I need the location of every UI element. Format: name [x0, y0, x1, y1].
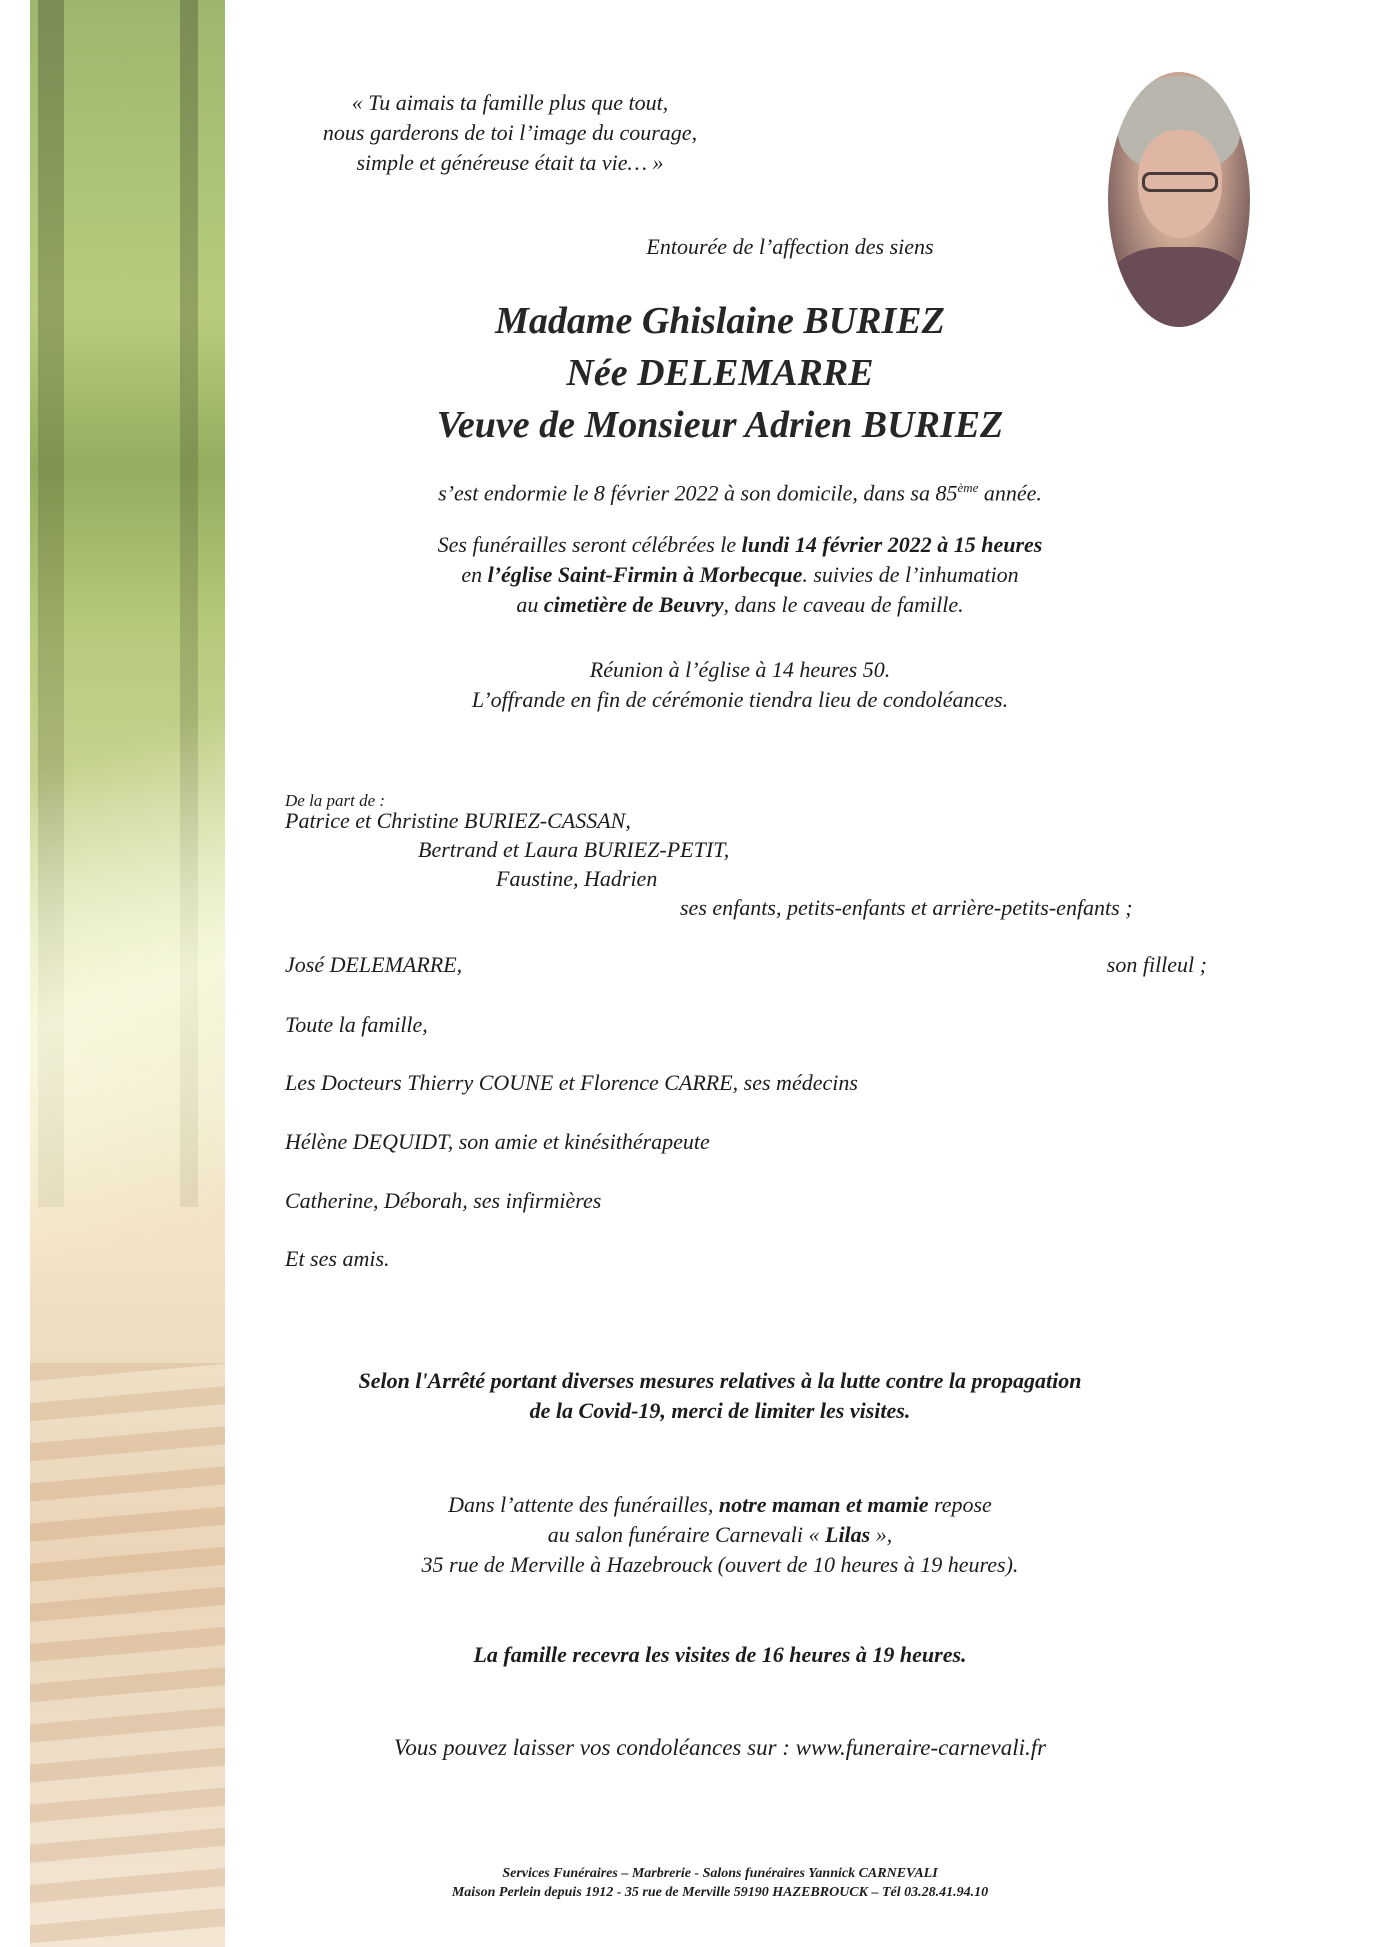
reunion-info: Réunion à l’église à 14 heures 50. L’offrande en fin de cérémonie tiendra lieu de condoléances.	[471, 657, 1009, 712]
godson-name: José DELEMARRE,	[285, 952, 463, 977]
doctors: Les Docteurs Thierry COUNE et Florence CARRE, ses médecins	[285, 1070, 858, 1095]
intro-line: Entourée de l’affection des siens	[646, 234, 934, 259]
footer: Services Funéraires – Marbrerie - Salons funéraires Yannick CARNEVALI Maison Perlein depuis 1912 - 35 rue de Merville 59190 HAZEBROUCK – Tél 03.28.41.94.10	[451, 1866, 989, 1900]
physio: Hélène DEQUIDT, son amie et kinésithérapeute	[285, 1129, 710, 1154]
portrait-photo	[1108, 72, 1250, 327]
covid-notice: Selon l'Arrêté portant diverses mesures relatives à la lutte contre la propagation de la Covid-19, merci de limiter les visites.	[358, 1368, 1082, 1423]
epitaph: « Tu aimais ta famille plus que tout, nous garderons de toi l’image du courage, simple et généreuse était ta vie… »	[322, 90, 698, 175]
funeral-details: Ses funérailles seront célébrées le lundi 14 février 2022 à 15 heures en l’église Saint-Firmin à Morbecque. suivies de l’inhumation au cimetière de Beuvry, dans le caveau de famille.	[437, 532, 1043, 617]
children-relation: ses enfants, petits-enfants et arrière-petits-enfants ;	[680, 895, 1133, 920]
friends: Et ses amis.	[285, 1246, 390, 1271]
family-children-2: Bertrand et Laura BURIEZ-PETIT,	[418, 837, 730, 862]
from-label: De la part de :	[285, 791, 386, 810]
all-family: Toute la famille,	[285, 1012, 428, 1037]
godson-relation: son filleul ;	[1106, 952, 1207, 977]
forest-side-photo	[30, 0, 225, 1947]
death-announcement: s’est endormie le 8 février 2022 à son domicile, dans sa 85ème année.	[438, 480, 1042, 506]
family-children-3: Faustine, Hadrien	[496, 866, 658, 891]
nurses: Catherine, Déborah, ses infirmières	[285, 1188, 602, 1213]
visits-info: La famille recevra les visites de 16 heures à 19 heures.	[473, 1642, 967, 1667]
condolences-line: Vous pouvez laisser vos condoléances sur : www.funeraire-carnevali.fr	[393, 1735, 1047, 1760]
deceased-name: Madame Ghislaine BURIEZ Née DELEMARRE Veuve de Monsieur Adrien BURIEZ	[436, 300, 1004, 446]
repose-info: Dans l’attente des funérailles, notre maman et mamie repose au salon funéraire Carnevali « Lilas », 35 rue de Merville à Hazebrouck (ouvert de 10 heures à 19 heures).	[421, 1492, 1019, 1577]
family-children-1: Patrice et Christine BURIEZ-CASSAN,	[285, 808, 631, 833]
